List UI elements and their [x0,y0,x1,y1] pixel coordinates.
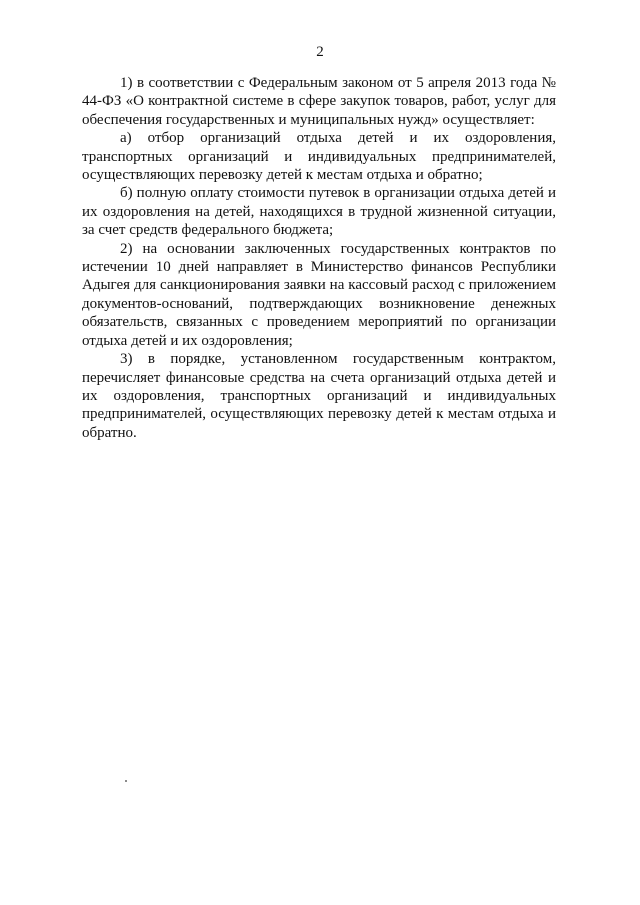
paragraph-1: 1) в соответствии с Федеральным законом от 5 апреля 2013 года № 44-ФЗ «О контрактной системе в сфере закупок товаров, работ, услуг для обеспечения государственных и муниципальных нужд» осуществляет: [82,75,556,128]
paragraph-1a: а) отбор организаций отдыха детей и их оздоровления, транспортных организаций и индивидуальных предпринимателей, осуществляющих перевозку детей к местам отдыха и обратно; [82,130,556,184]
paragraph-2: 2) на основании заключенных государственных контрактов по истечении 10 дней направляет в Министерство финансов Республики Адыгея для санкционирования заявки на кассовый расход с приложением документов-оснований, подтверждающих возникновение денежных обязательств, связанных с проведением мероприятий по организации отдыха детей и их оздоровления; [82,240,556,349]
page-number: 2 [316,44,324,60]
document-body [82,74,556,442]
scan-speck [125,780,127,782]
paragraph-3: 3) в порядке, установленном государственным контрактом, перечисляет финансовые средства на счета организаций отдыха детей и их оздоровления, транспортных организаций и индивидуальных предпринимателей, осуществляющих перевозку детей к местам отдыха и обратно. [82,351,556,441]
paragraph-1b: б) полную оплату стоимости путевок в организации отдыха детей и их оздоровления на детей, находящихся в трудной жизненной ситуации, за счет средств федерального бюджета; [82,185,556,239]
